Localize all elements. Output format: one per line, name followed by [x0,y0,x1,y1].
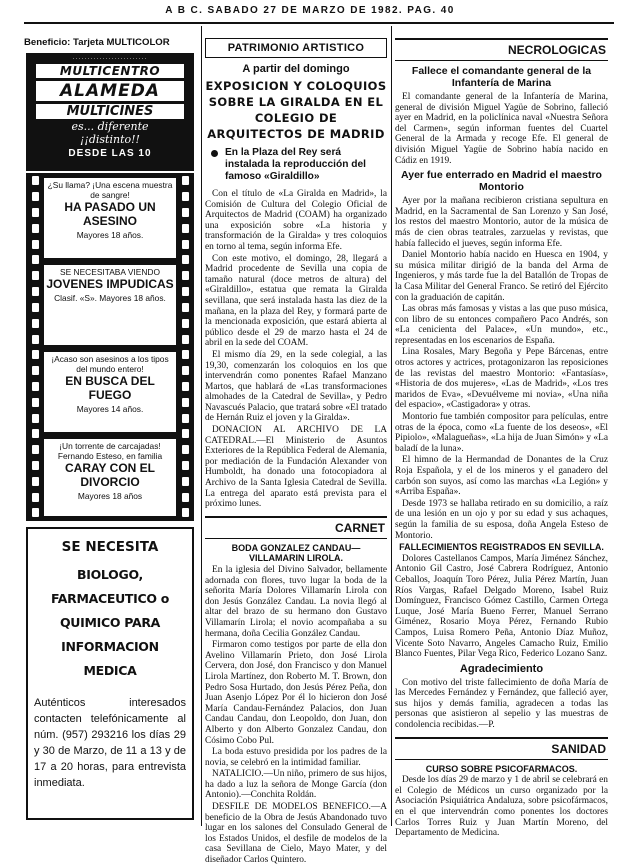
necro-paragraph: Dolores Castellanos Campos, María Jiménez Sánchez, Antonio Gil Castro, José Cabrera Rodríguez, Antonio Ceballos, Joaquín Toro Pérez, Julia Pérez Martín, Juan Ríos Vargas, Rafael Delgado Moreno, Isabel Ruiz Domínguez, Francisco Gómez Castillo, Carmen Ortega Luque, José María Bueno Ferrer, Manuel Serrano Giménez, Rosario Moya Pérez, Fernando Rubio Campos, Luisa Romero Peña, Antonio Díaz Muñoz, Vicente Soto Navarro, Angeles Camacho Ruiz, Emilio Blanco Fuentes, Pilar Vega Rico, Federico Lozano Sanz. [395,553,608,660]
article-paragraph: Con este motivo, el domingo, 28, llegará a Madrid procedente de Sevilla una copia de tamaño natural (doce metros de altura) del «Giraldillo», estatua que remata la Giralda sevillana, que será instalada hasta las diez de la mañana, en la plaza del Rey, y formará parte de la mencionada exposición, que estará abierta al público desde el 29 de marzo hasta el 24 de abril en la sede del COAM. [205,253,387,349]
necro-paragraph: Ayer por la mañana recibieron cristiana sepultura en Madrid, en la Sacramental de San Lorenzo y San José, los restos del maestro Montorio, autor de la música de más de cien obras teatrales, zarzuelas y revistas, que había fallecido el jueves, según informa Efe. [395,196,608,249]
sanidad-paragraph: Desde los días 29 de marzo y 1 de abril se celebrará en el Colegio de Médicos un curso organizado por la Asociación Psiquiátrica Andaluza, sobre psicofármacos, en el que intervendrán como ponentes los doctores Carlos Torres Ruiz y Juan Martín Moreno, del Departamento de Medicina. [395,775,608,839]
carnet-paragraph: DESFILE DE MODELOS BENEFICO.—A beneficio de la Obra de Jesús Abandonado tuvo lugar en los salones del Consulado General de los Estados Unidos, el desfile de modelos de la casa Sevillana de Cielo, Mayo Mater, y del diseñador Carlos Quintero. [205,802,387,866]
page-header: A B C. SABADO 27 DE MARZO DE 1982. PAG. 40 [165,5,455,16]
article-paragraph: DONACION AL ARCHIVO DE LA CATEDRAL.—El Ministerio de Asuntos Exteriores de la República Federal de Alemania, por mediación de la Fundación Alexander von Humboldt, ha donado una fotocopiadora al Archivo de la Santa Iglesia Catedral de Sevilla. La entrega del aparato está prevista para el próximo lunes. [205,425,387,510]
middle-column [205,38,387,866]
job-ad [26,527,194,820]
multicentro-title: MULTICENTRO [36,64,184,78]
carnet-paragraph: En la iglesia del Divino Salvador, bellamente adornada con flores, tuvo lugar la boda de la señorita María Dolores Villamarín Lirola con don Jesús González Candau. La novia llegó al altar del brazo de su hermano don Gustavo Villamarín Lirola; el novio acompañaba a su hermana, doña Cecilia González Candau. [205,565,387,639]
carnet-paragraph: NATALICIO.—Un niño, primero de sus hijos, ha dado a luz la señora de Monge García (don Antonio).—Conchita Roldán. [205,769,387,801]
slogan-2: ¡¡distinto!! [80,133,140,146]
film-tagline: ¡Acaso son asesinos a los tipos del mundo entero! [51,354,169,374]
article-paragraph: Con el título de «La Giralda en Madrid», la Comisión de Cultura del Colegio Oficial de Arquitectos de Madrid (COAM) ha organizado una exposición sobre «La historia y transformación de la Giralda» y tres coloquios en torno al tema, según informa Efe. [205,189,387,252]
section-sanidad: SANIDAD [395,737,608,760]
film-rating: Mayores 14 años. [76,404,144,414]
necro-headline: Ayer fue enterrado en Madrid el maestro Montorio [401,169,602,194]
necro-paragraph: Con motivo del triste fallecimiento de doña María de las Mercedes Fernández y Fernández, que falleció ayer, sus hijos y demás familia, agradecen a todas las personas que asistieron al sepelio y las muestras de condolencia recibidas.—P. [395,677,608,731]
header-rule [24,22,614,24]
necro-headline: Fallece el comandante general de la Infantería de Marina [411,65,592,89]
multicines-title: MULTICINES [36,104,184,119]
necro-paragraph: El himno de la Hermandad de Donantes de la Cruz Roja Española, y el de los mineros y el ganadero del carbón son suyos, así como las marchas «La Legión» y «Arriba España». [395,455,608,498]
film-rating: Mayores 18 años [77,491,143,501]
film-holes-right [178,173,192,521]
film-rating: Mayores 18 años. [76,230,144,240]
film-frame [44,178,176,258]
film-strip [26,173,194,521]
film-frame [44,352,176,432]
necro-paragraph: Lina Rosales, Mary Begoña y Pepe Bárcenas, entre otros actores y actrices, protagonizaron las reposiciones de las revistas del maestro Montorio: «Fantasías», «Historia de dos mujeres», «Las de Madrid», «Los tres maridos de Eva», «Devuélveme mi novia», «Una niña del espacio», «Castigadora» y otras. [395,347,608,411]
section-patrimonio: PATRIMONIO ARTISTICO [205,38,387,58]
film-frame [44,439,176,516]
carnet-paragraph: Firmaron como testigos por parte de ella don Avelino Villamarín Prieto, don José Lirola Cervera, don José, don Francisco y don Manuel Lirola Martínez, don Roberto M. T. Brown, don Pedro Sosa Hurtado, don Jesús Pérez Peña, don Juan Asenjo López Por él lo hicieron don José María Candau-Fernández Palacios, don Juan Candau Candau, don Leopoldo, don Juan, don Alberto y don Alberto Gonzalez Candau, don Cósimo Cobo Pul. [205,640,387,746]
slogan-1: es... diferente [71,120,149,133]
column-rule-2 [391,26,392,826]
article-kicker: A partir del domingo [242,63,350,75]
ad-column [24,37,198,53]
alameda-title: ALAMEDA [36,81,184,101]
film-title: EN BUSCA DEL FUEGO [65,374,155,402]
article-headline: EXPOSICION Y COLOQUIOS SOBRE LA GIRALDA EN EL COLEGIO DE ARQUITECTOS DE MADRID [205,79,387,141]
film-title: CARAY CON EL DIVORCIO [64,461,156,489]
article-paragraph: El mismo día 29, en la sede colegial, a las 19,30, comenzarán los coloquios en los que intervendrán como ponentes Rafael Manzano Martos, que hablará de «Las transformaciones almohades de la Catedral de Sevilla», y Pedro Navascués Palacio, que tratará sobre «El tratado de Hernán Ruiz el joven y la Giralda». [205,349,387,424]
necro-paragraph: Las obras más famosas y vistas a las que puso música, con libro de su entonces compañero Paco Andrés, son «La cenicienta del Palace», «Un mundo», etc., representadas en los escenarios de España. [395,304,608,346]
job-ad-contact: Auténticos interesados contacten telefónicamente al núm. (957) 293216 los días 29 y 30 de Marzo, de 11 a 13 y de 17 a 20 horas, para entrevista inmediata. [34,697,186,789]
film-holes-left [28,173,42,521]
article-bullet: En la Plaza del Rey será instalada la reproducción del famoso «Giraldillo» [225,147,387,183]
column-rule-1 [201,26,202,826]
ad-label: Beneficio: Tarjeta MULTICOLOR [24,37,170,48]
film-tagline: ¡Un torrente de carcajadas! Fernando Esteso, en familia [57,441,163,461]
desde-label: DESDE LAS 10 [68,148,152,159]
necro-paragraph: El comandante general de la Infantería de Marina, general de división Miguel Yagüe de Sobrino, falleció ayer en Madrid, en la policlínica naval «Nuestra Señora del Carmen», según informan fuentes del Cuartel General de la Armada y recoge Efe. El general de división Miguel Yagüe de Sobrino había nacido en Cádiz en 1919. [395,92,608,166]
necro-paragraph: Montorio fue también compositor para películas, entre otras de la época, como «La fuente de los deseos», «El Pipiolo», «Malagueñas», «La hija de Juan Simón» y «La baladí de la luna». [395,412,608,454]
film-title: JOVENES IMPUDICAS [46,277,174,291]
ad-strip: ························· [72,56,148,62]
sanidad-title: CURSO SOBRE PSICOFARMACOS. [425,763,578,774]
section-carnet: CARNET [205,516,387,539]
necro-paragraph: Desde 1973 se hallaba retirado en su domicilio, a raíz de una lesión en un ojo y por su edad y sus achaques, según la familia de su esposa, doña Angela Esteso de Montorio. [395,498,608,541]
film-tagline: ¿Su llama? ¡Una escena muestra de sangre! [47,180,173,200]
agradecimiento-title: Agradecimiento [459,662,544,675]
film-rating: Clasif. «S». Mayores 18 años. [54,293,166,303]
boda-title: BODA GONZALEZ CANDAU—VILLAMARIN LIROLA. [231,542,361,564]
film-title: HA PASADO UN ASESINO [64,200,156,228]
multicines-ad [26,53,194,171]
carnet-paragraph: La boda estuvo presidida por los padres de la novia, se celebró en la intimidad familiar. [205,747,387,768]
film-tagline: SE NECESITABA VIENDO [60,267,160,277]
necro-paragraph: Daniel Montorio había nacido en Huesca en 1904, y su música militar dirigió de la banda del Arma de Ingenieros, y más tarde fue la del Batallón de Tropas de la Casa Militar del General Franco. Se retiró del Ejército con la graduación de capitán. [395,250,608,303]
fallecimientos-title: FALLECIMIENTOS REGISTRADOS EN SEVILLA. [399,542,604,553]
right-column [395,38,608,839]
job-ad-position: BIOLOGO, FARMACEUTICO o QUIMICO PARA INFORMACION MEDICA [50,567,170,678]
job-ad-title: SE NECESITA [61,539,159,555]
film-frame [44,265,176,345]
section-necrologicas: NECROLOGICAS [395,38,608,61]
